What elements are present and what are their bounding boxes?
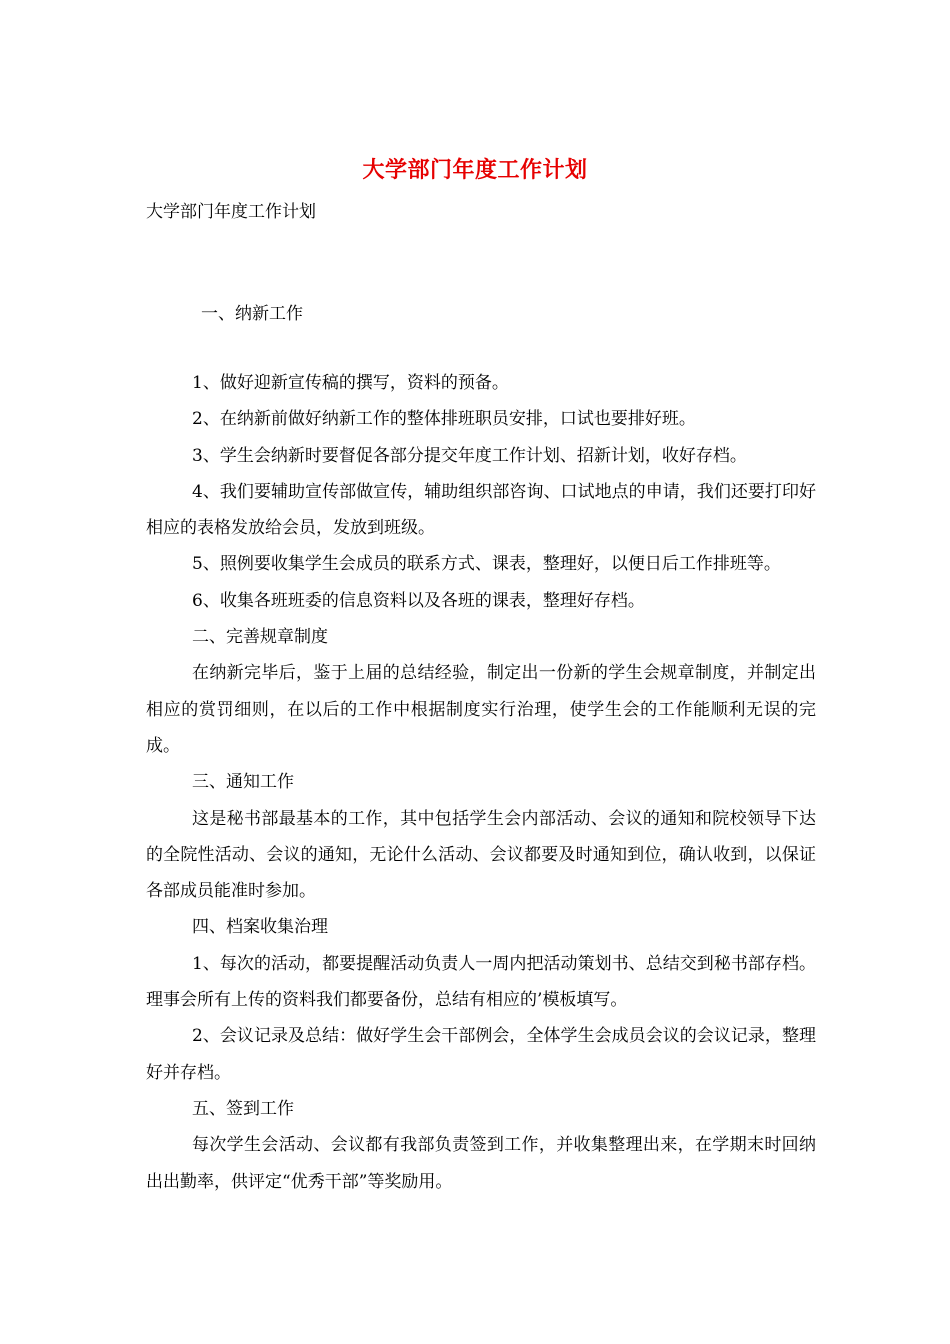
paragraph: 6、收集各班班委的信息资料以及各班的课表，整理好存档。 (192, 590, 645, 611)
paragraph: 3、学生会纳新时要督促各部分提交年度工作计划、招新计划，收好存档。 (192, 445, 747, 466)
section-heading: 四、档案收集治理 (192, 917, 328, 938)
paragraph: 这是秘书部最基本的工作，其中包括学生会内部活动、会议的通知和院校领导下达的全院性活动、会议的通知，无论什么活动、会议都要及时通知到位，确认收到，以保证各部成员能准时参加。 (146, 808, 816, 902)
paragraph: 在纳新完毕后，鉴于上届的总结经验，制定出一份新的学生会规章制度，并制定出相应的赏罚细则，在以后的工作中根据制度实行治理，使学生会的工作能顺利无误的完成。 (146, 663, 816, 756)
paragraph: 4、我们要辅助宣传部做宣传，辅助组织部咨询、口试地点的申请，我们还要打印好相应的表格发放给会员，发放到班级。 (146, 481, 816, 539)
paragraph: 每次学生会活动、会议都有我部负责签到工作，并收集整理出来，在学期末时回纳出出勤率，供评定“优秀干部”等奖励用。 (146, 1135, 816, 1192)
document-title: 大学部门年度工作计划 (362, 157, 588, 183)
paragraph: 1、做好迎新宣传稿的撰写，资料的预备。 (192, 373, 509, 393)
section-heading-recruitment: 一、纳新工作 (201, 304, 303, 324)
section-heading: 三、通知工作 (192, 772, 294, 793)
paragraph: 1、每次的活动，都要提醒活动负责人一周内把活动策划书、总结交到秘书部存档。理事会所有上传的资料我们都要备份，总结有相应的’模板填写。 (146, 953, 816, 1011)
paragraph: 2、在纳新前做好纳新工作的整体排班职员安排，口试也要排好班。 (192, 409, 696, 430)
paragraph: 5、照例要收集学生会成员的联系方式、课表，整理好，以便日后工作排班等。 (192, 554, 781, 575)
document-body (146, 365, 816, 1200)
paragraph: 2、会议记录及总结：做好学生会干部例会，全体学生会成员会议的会议记录，整理好并存档。 (146, 1026, 816, 1083)
section-heading: 二、完善规章制度 (192, 627, 328, 648)
section-heading: 五、签到工作 (192, 1098, 294, 1119)
document-subtitle: 大学部门年度工作计划 (146, 202, 316, 222)
